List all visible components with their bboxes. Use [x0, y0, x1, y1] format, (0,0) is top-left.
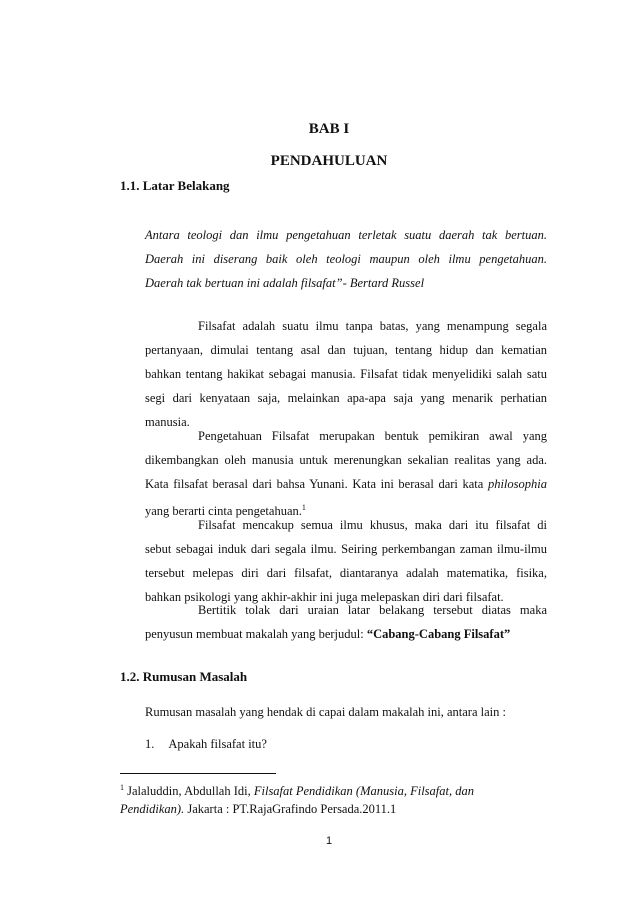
footnote-separator	[120, 773, 276, 774]
text-line: dikembangkan oleh manusia untuk merenungkan sekalian realitas yang ada.	[145, 453, 547, 467]
footnote-book-title-cont: Pendidikan).	[120, 802, 185, 817]
paragraph-1	[145, 314, 547, 434]
footnote	[120, 779, 540, 818]
quote-line: Antara teologi dan ilmu pengetahuan terletak suatu daerah tak bertuan.	[145, 228, 547, 242]
quote-line: Daerah ini diserang baik oleh teologi maupun oleh ilmu pengetahuan.	[145, 252, 547, 266]
footnote-marker: 1	[120, 783, 124, 792]
text-line: manusia.	[145, 415, 190, 429]
paragraph-2	[145, 424, 547, 520]
paragraph-4	[145, 598, 547, 646]
chapter-title: PENDAHULUAN	[270, 153, 388, 169]
section-heading-rumusan-masalah: 1.2. Rumusan Masalah	[120, 669, 248, 684]
footnote-reference[interactable]: 1	[301, 503, 306, 512]
footnote-line: $^1$ Jalaluddin, Abdullah Idi, Filsafat Pendidikan (Manusia, Filsafat, dan	[120, 783, 474, 799]
text-line: yang berarti cinta pengetahuan.$^1$	[145, 503, 306, 519]
text-line: tersebut melepas diri dari filsafat, diantaranya adalah matematika, fisika,	[145, 566, 547, 580]
text-line: segi dari kenyataan saja, melainkan apa-apa saja yang menarik perhatian	[145, 391, 547, 405]
text-line: pertanyaan, dimulai tentang asal dan tujuan, tentang hidup dan kematian	[145, 343, 547, 357]
text-line: penyusun membuat makalah yang berjudul: “Cabang-Cabang Filsafat”	[145, 627, 511, 641]
section-heading-latar-belakang: 1.1. Latar Belakang	[120, 178, 230, 193]
page-number: 1	[325, 835, 333, 847]
footnote-publisher: Jakarta : PT.RajaGrafindo Persada.2011.1	[184, 802, 397, 817]
text-line: bahkan tentang hakikat sebagai manusia. Filsafat tidak menyelidiki salah satu	[145, 367, 547, 381]
list-text: Apakah filsafat itu?	[168, 737, 267, 751]
italic-term: philosophia	[487, 477, 547, 491]
paper-title: “Cabang-Cabang Filsafat”	[366, 627, 511, 641]
opening-quote	[145, 223, 547, 295]
footnote-book-title: Filsafat Pendidikan (Manusia, Filsafat, dan	[253, 784, 474, 799]
list-item	[145, 737, 267, 752]
text-line: bahkan psikologi yang akhir-akhir ini juga melepaskan diri dari filsafat.	[145, 590, 504, 604]
chapter-number: BAB I	[308, 121, 350, 137]
quote-line: Daerah tak bertuan ini adalah filsafat”- Bertard Russel	[145, 276, 425, 290]
text-line: Pengetahuan Filsafat merupakan bentuk pemikiran awal yang	[198, 429, 547, 443]
text-line: Filsafat adalah suatu ilmu tanpa batas, yang menampung segala	[198, 319, 547, 333]
footnote-line	[120, 800, 540, 818]
list-number: 1.	[145, 737, 155, 751]
text-line: Filsafat mencakup semua ilmu khusus, maka dari itu filsafat di	[198, 518, 547, 532]
text-line: Kata filsafat berasal dari bahsa Yunani. Kata ini berasal dari kata philosophia	[145, 477, 547, 491]
paragraph-3	[145, 513, 547, 609]
text-line: sebut sebagai induk dari segala ilmu. Seiring perkembangan zaman ilmu-ilmu	[145, 542, 547, 556]
problem-intro: Rumusan masalah yang hendak di capai dalam makalah ini, antara lain :	[145, 705, 506, 719]
text-line: Bertitik tolak dari uraian latar belakang tersebut diatas maka	[198, 603, 547, 617]
